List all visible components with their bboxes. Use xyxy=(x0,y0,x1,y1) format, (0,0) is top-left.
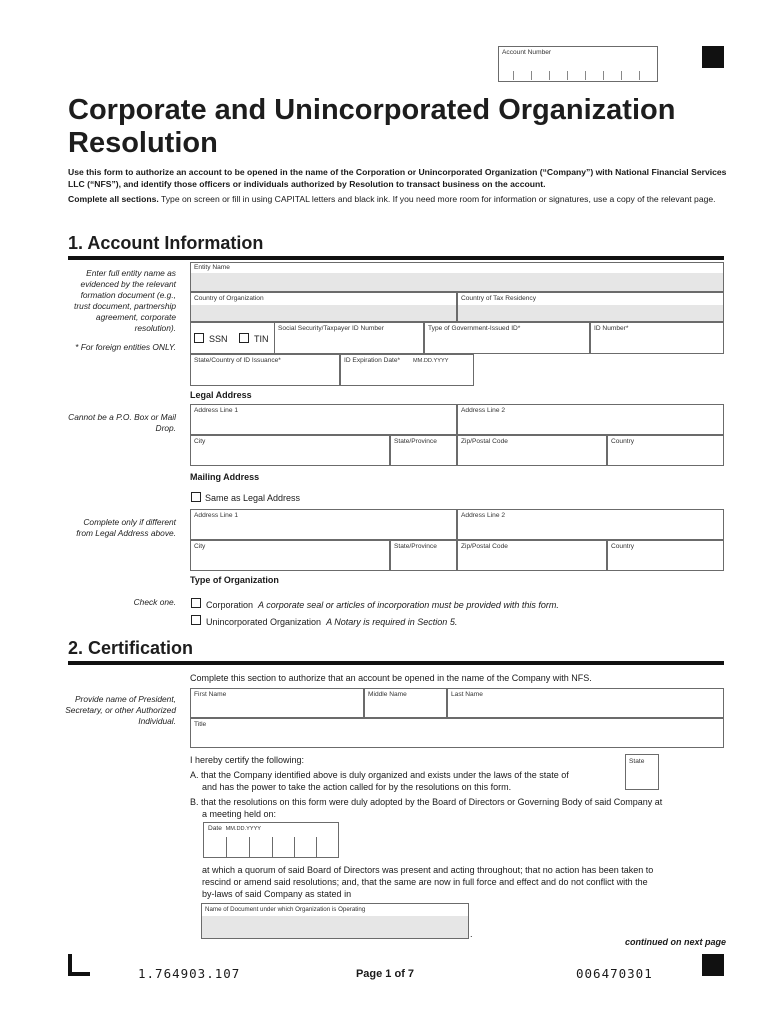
corner-mark-bottom-left xyxy=(68,954,90,976)
section-2-heading: 2. Certification xyxy=(68,638,194,658)
gov-id-type-label: Type of Government-Issued ID* xyxy=(428,325,521,332)
id-expiration-label: ID Expiration Date* xyxy=(344,357,401,364)
section-2-rule xyxy=(68,661,724,665)
item-b-line-2: a meeting held on: xyxy=(202,809,277,819)
legal-address-line-1-field[interactable] xyxy=(190,404,457,435)
field-shading xyxy=(191,273,723,291)
registration-mark-bottom-right xyxy=(702,954,724,976)
digit-divider xyxy=(603,71,604,80)
field-shading xyxy=(458,305,723,321)
id-issuance-field[interactable] xyxy=(190,354,340,386)
item-a-line-2: and has the power to take the action called for by the resolutions on this form. xyxy=(202,782,512,792)
corporation-checkbox[interactable] xyxy=(191,598,201,608)
legal-country-label: Country xyxy=(611,438,635,445)
government-id-type-field[interactable] xyxy=(424,322,590,354)
field-shading xyxy=(191,305,456,321)
field-shading xyxy=(202,916,468,938)
id-expiration-date-field[interactable] xyxy=(340,354,474,386)
digit-divider xyxy=(531,71,532,80)
digit-divider xyxy=(585,71,586,80)
quorum-para-line-2: rescind or amend said resolutions; and, that the same are now in full force and effect and do not conflict with the xyxy=(202,877,648,887)
legal-address-side-note: Cannot be a P.O. Box or Mail Drop. xyxy=(68,412,176,433)
legal-address1-label: Address Line 1 xyxy=(194,407,238,414)
page-indicator: Page 1 of 7 xyxy=(355,968,415,980)
meeting-date-label xyxy=(208,825,261,832)
legal-city-label: City xyxy=(194,438,206,445)
legal-city-field[interactable] xyxy=(190,435,390,466)
legal-address-line-2-field[interactable] xyxy=(457,404,724,435)
foreign-side-note: * For foreign entities ONLY. xyxy=(75,342,176,352)
legal-state-field[interactable] xyxy=(390,435,457,466)
mailing-country-label: Country xyxy=(611,543,635,550)
id-issuance-label: State/Country of ID Issuance* xyxy=(194,357,281,364)
unincorporated-label: Unincorporated Organization xyxy=(206,617,322,627)
country-of-tax-residency-field[interactable] xyxy=(457,292,724,322)
legal-address2-label: Address Line 2 xyxy=(461,407,505,414)
id-number-field[interactable] xyxy=(590,322,724,354)
tin-checkbox[interactable] xyxy=(239,333,249,343)
taxpayer-id-number-field[interactable] xyxy=(274,322,424,354)
digit-divider xyxy=(639,71,640,80)
entity-side-note: Enter full entity name as evidenced by the relevant formation document (e.g., trust document, partnership agreement, corporate resolution). xyxy=(74,268,176,333)
state-field[interactable] xyxy=(625,754,659,790)
tin-label: TIN xyxy=(254,334,269,344)
registration-mark-top-right xyxy=(702,46,724,68)
middle-name-field[interactable] xyxy=(364,688,447,718)
legal-state-label: State/Province xyxy=(394,438,437,445)
date-divider xyxy=(294,837,295,857)
account-number-label: Account Number xyxy=(502,49,552,56)
unincorporated-note: A Notary is required in Section 5. xyxy=(326,617,458,627)
country-org-label: Country of Organization xyxy=(194,295,264,302)
quorum-para-line-1: at which a quorum of said Board of Directors was present and acting throughout; that no action has been taken to xyxy=(202,865,654,875)
governing-document-field[interactable] xyxy=(201,903,469,939)
form-code-left: 1.764903.107 xyxy=(138,966,241,981)
certification-instruction: Complete this section to authorize that an account be opened in the name of the Company with NFS. xyxy=(190,673,592,683)
title-label: Title xyxy=(194,721,207,728)
account-number-field[interactable] xyxy=(498,46,658,82)
org-type-heading: Type of Organization xyxy=(190,575,279,585)
last-name-field[interactable] xyxy=(447,688,724,718)
certification-side-note: Provide name of President, Secretary, or other Authorized Individual. xyxy=(65,694,176,726)
corporation-note: A corporate seal or articles of incorporation must be provided with this form. xyxy=(258,600,559,610)
digit-divider xyxy=(549,71,550,80)
id-number-label: ID Number* xyxy=(594,325,629,332)
entity-name-label: Entity Name xyxy=(194,264,230,271)
page-title: Corporate and Unincorporated Organization Resolution xyxy=(68,94,676,159)
mailing-address2-label: Address Line 2 xyxy=(461,512,505,519)
date-divider xyxy=(272,837,273,857)
section-1-rule xyxy=(68,256,724,260)
mailing-city-label: City xyxy=(194,543,206,550)
mailing-address-side-note: Complete only if different from Legal Address above. xyxy=(76,517,176,538)
digit-divider xyxy=(621,71,622,80)
ssn-tin-number-label: Social Security/Taxpayer ID Number xyxy=(278,325,384,332)
date-divider xyxy=(316,837,317,857)
complete-all-label: Complete all sections. xyxy=(68,194,159,204)
mailing-address1-label: Address Line 1 xyxy=(194,512,238,519)
corporation-label: Corporation xyxy=(206,600,254,610)
meeting-date-field[interactable] xyxy=(203,822,339,858)
digit-divider xyxy=(513,71,514,80)
country-tax-label: Country of Tax Residency xyxy=(461,295,537,302)
mailing-country-field[interactable] xyxy=(607,540,724,571)
legal-country-field[interactable] xyxy=(607,435,724,466)
legal-zip-label: Zip/Postal Code xyxy=(461,438,508,445)
ssn-label: SSN xyxy=(209,334,228,344)
state-label: State xyxy=(629,758,645,765)
mailing-address-line-1-field[interactable] xyxy=(190,509,457,540)
title-field[interactable] xyxy=(190,718,724,748)
date-divider xyxy=(226,837,227,857)
entity-name-field[interactable] xyxy=(190,262,724,292)
mailing-address-heading: Mailing Address xyxy=(190,472,260,482)
meeting-date-label-text: Date xyxy=(208,825,222,832)
doc-name-label: Name of Document under which Organization is Operating xyxy=(205,906,366,913)
legal-zip-field[interactable] xyxy=(457,435,607,466)
first-name-label: First Name xyxy=(194,691,227,698)
mailing-zip-label: Zip/Postal Code xyxy=(461,543,508,550)
ssn-checkbox[interactable] xyxy=(194,333,204,343)
org-type-side-note: Check one. xyxy=(133,597,176,607)
id-expiration-format: MM.DD.YYYY xyxy=(413,358,449,364)
item-b-line-1: B. that the resolutions on this form were duly adopted by the Board of Directors or Governing Body of said Company at xyxy=(190,797,663,807)
mailing-address-line-2-field[interactable] xyxy=(457,509,724,540)
mailing-zip-field[interactable] xyxy=(457,540,607,571)
item-a-line-1: A. that the Company identified above is duly organized and exists under the laws of the state of xyxy=(190,770,569,780)
certify-statement: I hereby certify the following: xyxy=(190,755,305,765)
unincorporated-checkbox[interactable] xyxy=(191,615,201,625)
middle-name-label: Middle Name xyxy=(368,691,407,698)
quorum-para-line-3: by-laws of said Company as stated in xyxy=(202,889,352,899)
date-divider xyxy=(249,837,250,857)
section-1-heading: 1. Account Information xyxy=(68,233,264,253)
country-of-organization-field[interactable] xyxy=(190,292,457,322)
first-name-field[interactable] xyxy=(190,688,364,718)
meeting-date-format: MM.DD.YYYY xyxy=(225,826,262,832)
mailing-state-field[interactable] xyxy=(390,540,457,571)
same-as-legal-checkbox[interactable] xyxy=(191,492,201,502)
intro-instructions xyxy=(68,193,728,205)
doc-period: . xyxy=(470,929,473,939)
intro-bold-text: Use this form to authorize an account to be opened in the name of the Corporation or Unincorporated Organization (“Company”) with National Financial Services LLC (“NFS”), and identify those officers or individuals authorized by Resolution to transact business on the account. xyxy=(68,167,727,189)
same-as-legal-label: Same as Legal Address xyxy=(205,493,301,503)
mailing-city-field[interactable] xyxy=(190,540,390,571)
last-name-label: Last Name xyxy=(451,691,483,698)
complete-all-text: Type on screen or fill in using CAPITAL letters and black ink. If you need more room for information or signatures, use a copy of the relevant page. xyxy=(158,194,716,204)
digit-divider xyxy=(567,71,568,80)
legal-address-heading: Legal Address xyxy=(190,390,252,400)
corporation-option xyxy=(206,599,559,611)
unincorporated-option xyxy=(206,616,457,628)
continued-notice: continued on next page xyxy=(624,937,726,947)
mailing-state-label: State/Province xyxy=(394,543,437,550)
form-code-right: 006470301 xyxy=(576,966,653,981)
